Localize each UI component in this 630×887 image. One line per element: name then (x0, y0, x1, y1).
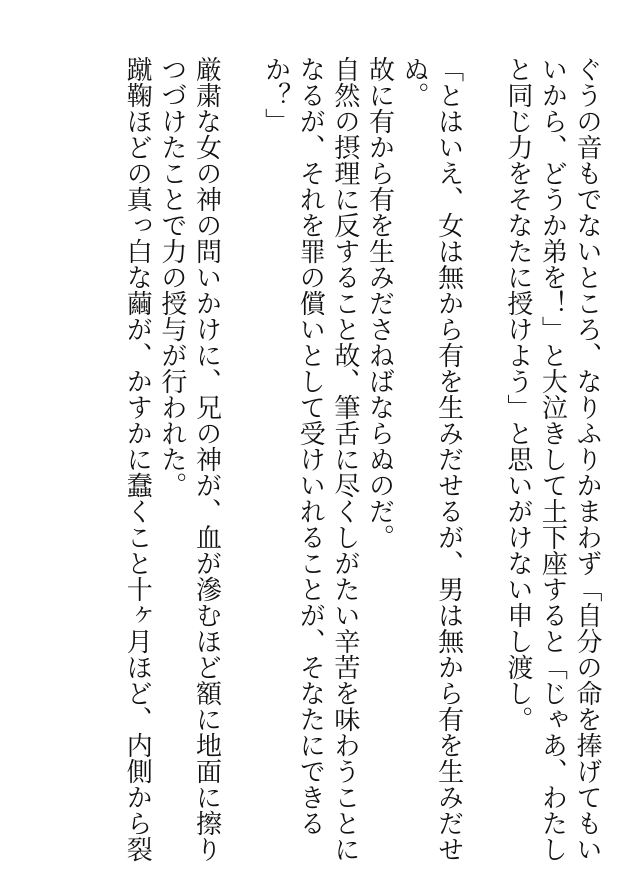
text-line-9: か？」 (260, 56, 291, 134)
text-line-6: 故に有から有を生みださねばならぬのだ。 (364, 56, 395, 550)
vertical-text-body (120, 56, 604, 862)
text-line-5: ぬ。 (399, 56, 430, 108)
text-line-2: いから、どうか弟を！」と大泣きして土下座すると「じゃあ、わたし (537, 56, 568, 862)
text-line-12: 蹴鞠ほどの真っ白な繭が、かすかに蠢くこと十ヶ月ほど、内側から裂 (122, 56, 153, 862)
text-line-7: 自然の摂理に反すること故、筆舌に尽くしがたい辛苦を味わうことに (329, 56, 360, 862)
text-line-10: 厳粛な女の神の問いかけに、兄の神が、血が滲むほど額に地面に擦り (191, 56, 222, 862)
text-line-11: つづけたことで力の授与が行われた。 (156, 56, 187, 498)
text-line-4: 「とはいえ、女は無から有を生みだせるが、男は無から有を生みだせ (433, 56, 464, 862)
blank-line (223, 56, 258, 856)
text-line-3: と同じ力をそなたに授けよう」と思いがけない申し渡し。 (502, 56, 533, 732)
text-line-8: なるが、それを罪の償いとして受けいれることが、そなたにできる (295, 56, 326, 836)
blank-line (466, 56, 501, 856)
text-line-1: ぐうの音もでないところ、なりふりかまわず「自分の命を捧げてもい (572, 56, 602, 862)
